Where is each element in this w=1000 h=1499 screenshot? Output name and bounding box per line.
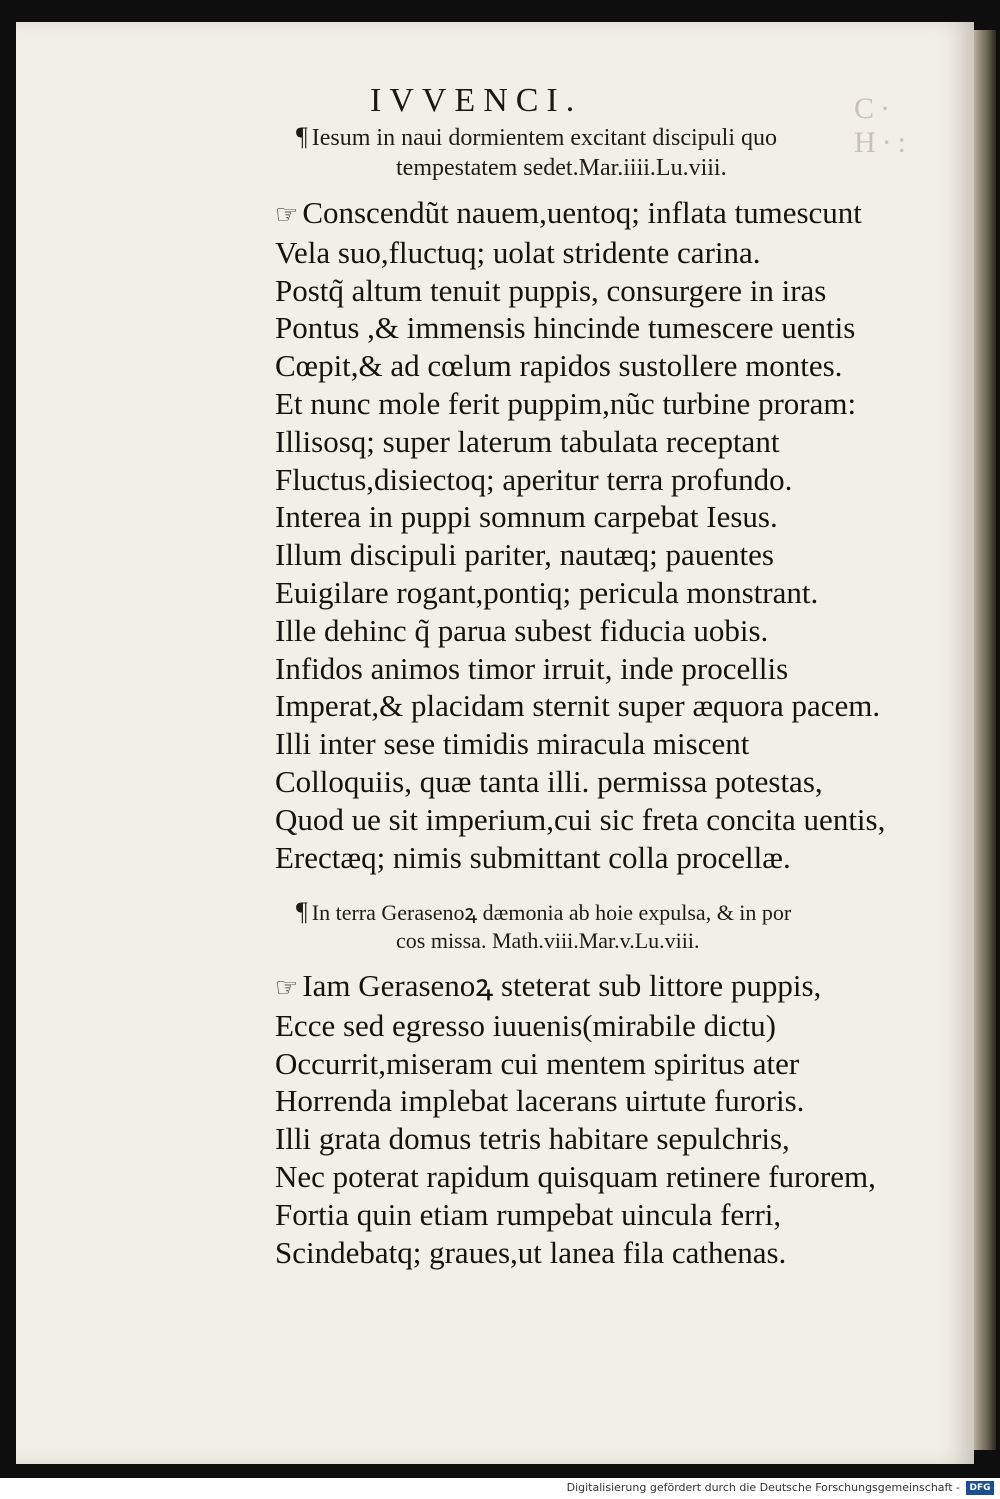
- verse-line: Vela suo,fluctuq; uolat stridente carina.: [275, 234, 761, 270]
- pilcrow-icon: ¶: [296, 897, 308, 926]
- running-title: IVVENCI.: [370, 82, 583, 119]
- pointing-hand-icon: ☞: [275, 200, 299, 229]
- pilcrow-icon: ¶: [296, 122, 308, 151]
- show-through-text: C· H·:: [854, 92, 912, 159]
- verse-line: Postq̃ altum tenuit puppis, consurgere in iras: [275, 272, 827, 308]
- verse-line: Fluctus,disiectoq; aperitur terra profundo.: [275, 461, 793, 497]
- verse-line: Fortia quin etiam rumpebat uincula ferri,: [275, 1196, 782, 1232]
- rubric-line: In terra Gerasenoꝝ dæmonia ab hoie expulsa, & in por: [311, 900, 792, 925]
- verse-line: ☞ Iam Gerasenoꝝ steterat sub littore puppis,: [275, 967, 965, 1007]
- verse-line: Erectæq; nimis submittant colla procellæ.: [275, 839, 791, 875]
- rubric-line: tempestatem sedet.Mar.iiii.Lu.viii.: [396, 155, 727, 181]
- dfg-logo: DFG: [966, 1481, 994, 1495]
- verse-line: Illum discipuli pariter, nautæq; pauentes: [275, 537, 774, 573]
- verse-line: Et nunc mole ferit puppim,nũc turbine proram:: [275, 385, 857, 421]
- verse-line: Scindebatq; graues,ut lanea fila cathenas.: [275, 1234, 787, 1270]
- verse-line: ☞ Conscendũt nauem,uentoq; inflata tumescunt: [275, 194, 965, 234]
- verse-line: Nec poterat rapidum quisquam retinere furorem,: [275, 1158, 876, 1194]
- verse-line: Ille dehinc q̃ parua subest fiducia uobis.: [275, 612, 769, 648]
- verse-line: Quod ue sit imperium,cui sic freta concita uentis,: [275, 801, 886, 837]
- digitization-credit: Digitalisierung gefördert durch die Deutsche Forschungsgemeinschaft -: [566, 1481, 960, 1494]
- verse-line: Euigilare rogant,pontiq; pericula monstrant.: [275, 574, 819, 610]
- verse-line: Occurrit,miseram cui mentem spiritus ater: [275, 1045, 800, 1081]
- verse-line: Ecce sed egresso iuuenis(mirabile dictu): [275, 1007, 776, 1043]
- verse-block-1: [275, 194, 965, 876]
- rubric-heading-1: [296, 122, 956, 183]
- page-edge: [974, 30, 996, 1450]
- verse-line: Cœpit,& ad cœlum rapidos sustollere montes.: [275, 348, 843, 384]
- verse-line: Pontus ,& immensis hincinde tumescere uentis: [275, 310, 856, 346]
- verse-line: Illisosq; super laterum tabulata receptant: [275, 423, 780, 459]
- verse-block-2: [275, 967, 965, 1271]
- rubric-line: cos missa. Math.viii.Mar.v.Lu.viii.: [396, 928, 700, 953]
- rubric-line: Iesum in naui dormientem excitant discipuli quo: [311, 125, 778, 151]
- verse-line: Illi grata domus tetris habitare sepulchris,: [275, 1121, 790, 1157]
- verse-line: Illi inter sese timidis miracula miscent: [275, 726, 750, 762]
- verse-line: Infidos animos timor irruit, inde procellis: [275, 650, 789, 686]
- verse-line: Interea in puppi somnum carpebat Iesus.: [275, 499, 778, 535]
- verse-line: Imperat,& placidam sternit super æquora pacem.: [275, 688, 881, 724]
- verse-line: Horrenda implebat lacerans uirtute furoris.: [275, 1083, 805, 1119]
- pointing-hand-icon: ☞: [275, 973, 299, 1002]
- rubric-heading-2: [296, 898, 956, 955]
- verse-line: Colloquiis, quæ tanta illi. permissa potestas,: [275, 763, 823, 799]
